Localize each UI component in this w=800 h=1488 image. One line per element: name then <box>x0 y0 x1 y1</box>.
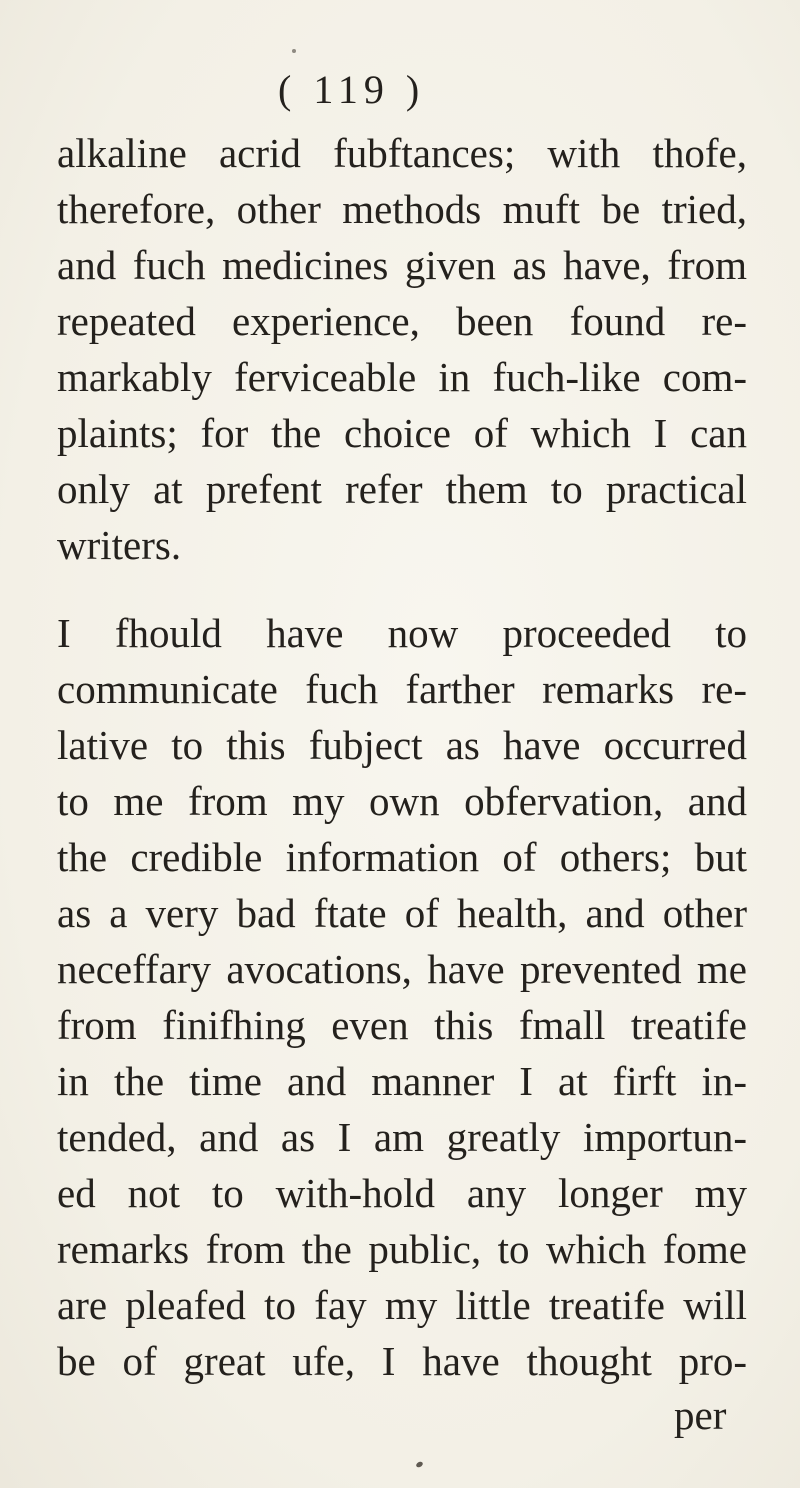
text-line: neceffary avocations, have prevented me <box>57 946 747 992</box>
text-line: in the time and manner I at firft in- <box>57 1058 747 1104</box>
text-line: tended, and as I am greatly importun- <box>57 1114 747 1160</box>
text-line: communicate fuch farther remarks re- <box>57 666 747 712</box>
text-line: from finifhing even this fmall treatife <box>57 1002 747 1048</box>
ink-speck <box>292 49 296 53</box>
ink-speck <box>415 1461 424 1469</box>
text-line: the credible information of others; but <box>57 834 747 880</box>
text-line: be of great ufe, I have thought pro- <box>57 1338 747 1384</box>
text-line: only at prefent refer them to practical <box>57 466 747 512</box>
text-line: alkaline acrid fubftances; with thofe, <box>57 130 747 176</box>
text-line: lative to this fubject as have occurred <box>57 722 747 768</box>
text-line: plaints; for the choice of which I can <box>57 410 747 456</box>
text-line: markably ferviceable in fuch-like com- <box>57 354 747 400</box>
page-number: ( 119 ) <box>278 67 426 112</box>
text-line: repeated experience, been found re- <box>57 298 747 344</box>
text-line: are pleafed to fay my little treatife will <box>57 1282 747 1328</box>
text-line: ed not to with-hold any longer my <box>57 1170 747 1216</box>
text-line: to me from my own obfervation, and <box>57 778 747 824</box>
text-line: as a very bad ftate of health, and other <box>57 890 747 936</box>
text-line: writers. <box>57 522 182 568</box>
catchword: per <box>674 1392 727 1438</box>
text-line: remarks from the public, to which fome <box>57 1226 747 1272</box>
text-line: I fhould have now proceeded to <box>57 610 747 656</box>
text-line: and fuch medicines given as have, from <box>57 242 747 288</box>
text-line: therefore, other methods muft be tried, <box>57 186 747 232</box>
